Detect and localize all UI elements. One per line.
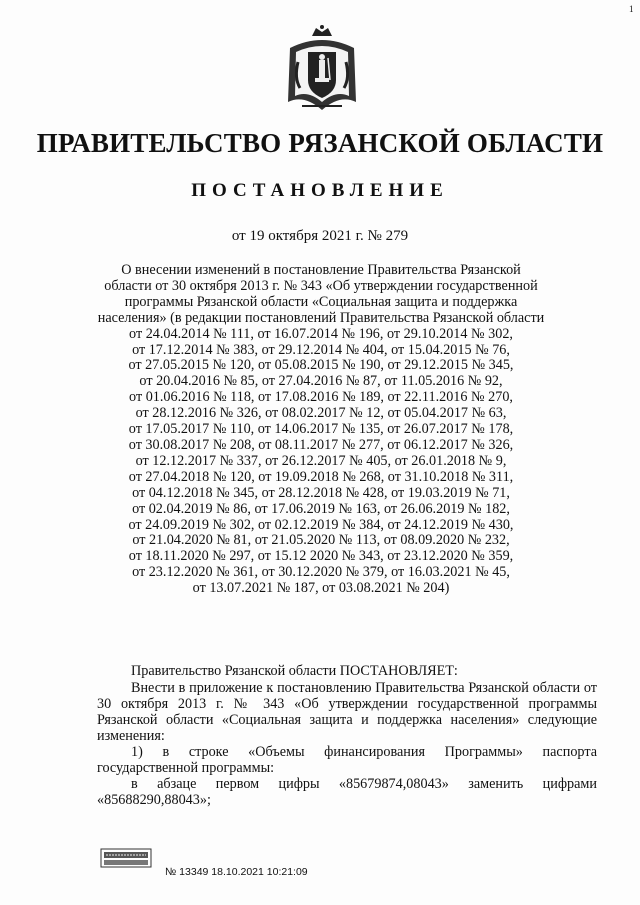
subject-line: от 01.06.2016 № 118, от 17.08.2016 № 189, от 22.11.2016 № 270, <box>129 389 513 406</box>
subject-line: от 27.05.2015 № 120, от 05.08.2015 № 190, от 29.12.2015 № 345, <box>128 357 514 374</box>
document-subject <box>90 263 552 597</box>
registration-mark: № 13349 18.10.2021 10:21:09 <box>165 866 308 878</box>
subject-line: от 13.07.2021 № 187, от 03.08.2021 № 204) <box>192 580 450 597</box>
decree-statement: Правительство Рязанской области ПОСТАНОВЛЯЕТ: <box>131 663 458 679</box>
subject-line: О внесении изменений в постановление Правительства Рязанской <box>121 262 521 278</box>
subject-line: от 12.12.2017 № 337, от 26.12.2017 № 405, от 26.01.2018 № 9, <box>135 452 507 469</box>
subject-line: от 04.12.2018 № 345, от 28.12.2018 № 428, от 19.03.2019 № 71, <box>132 484 510 501</box>
body-paragraph: Внести в приложение к постановлению Правительства Рязанской области от 30 октября 2013 г. № 343 «Об утверждении государственной программы Рязанской области «Социальная защита и поддержка населения» следующие изменения: <box>97 680 597 744</box>
document-type: ПОСТАНОВЛЕНИЕ <box>191 180 449 201</box>
subject-line: области от 30 октября 2013 г. № 343 «Об утверждении государственной <box>104 277 538 294</box>
body-paragraph: 1) в строке «Объемы финансирования Программы» паспорта государственной программы: <box>97 744 597 776</box>
subject-line: программы Рязанской области «Социальная защита и поддержка <box>124 293 518 310</box>
coat-of-arms-emblem <box>282 22 362 114</box>
subject-line: от 21.04.2020 № 81, от 21.05.2020 № 113, от 08.09.2020 № 232, <box>132 532 510 549</box>
subject-line: от 18.11.2020 № 297, от 15.12 2020 № 343, от 23.12.2020 № 359, <box>128 548 514 565</box>
subject-line: от 24.04.2014 № 111, от 16.07.2014 № 196, от 29.10.2014 № 302, <box>129 325 513 342</box>
subject-line: от 17.12.2014 № 383, от 29.12.2014 № 404, от 15.04.2015 № 76, <box>132 341 510 358</box>
body-paragraph: в абзаце первом цифры «85679874,08043» заменить цифрами «85688290,88043»; <box>97 776 597 808</box>
page-number: 1 <box>629 4 634 14</box>
government-title: ПРАВИТЕЛЬСТВО РЯЗАНСКОЙ ОБЛАСТИ <box>36 128 604 158</box>
document-body <box>97 663 597 808</box>
document-date-number: от 19 октября 2021 г. № 279 <box>231 228 409 244</box>
subject-line: от 30.08.2017 № 208, от 08.11.2017 № 277, от 06.12.2017 № 326, <box>128 436 514 453</box>
subject-line: от 24.09.2019 № 302, от 02.12.2019 № 384, от 24.12.2019 № 430, <box>128 516 514 533</box>
subject-line: от 20.04.2016 № 85, от 27.04.2016 № 87, от 11.05.2016 № 92, <box>139 373 503 390</box>
subject-line: населения» (в редакции постановлений Правительства Рязанской области <box>97 309 545 326</box>
subject-line: от 28.12.2016 № 326, от 08.02.2017 № 12, от 05.04.2017 № 63, <box>135 405 507 422</box>
subject-line: от 17.05.2017 № 110, от 14.06.2017 № 135, от 26.07.2017 № 178, <box>128 421 514 438</box>
subject-line: от 23.12.2020 № 361, от 30.12.2020 № 379, от 16.03.2021 № 45, <box>132 564 510 581</box>
subject-line: от 02.04.2019 № 86, от 17.06.2019 № 163, от 26.06.2019 № 182, <box>132 500 510 517</box>
archive-stamp-image <box>100 848 152 868</box>
subject-line: от 27.04.2018 № 120, от 19.09.2018 № 268, от 31.10.2018 № 311, <box>128 468 514 485</box>
